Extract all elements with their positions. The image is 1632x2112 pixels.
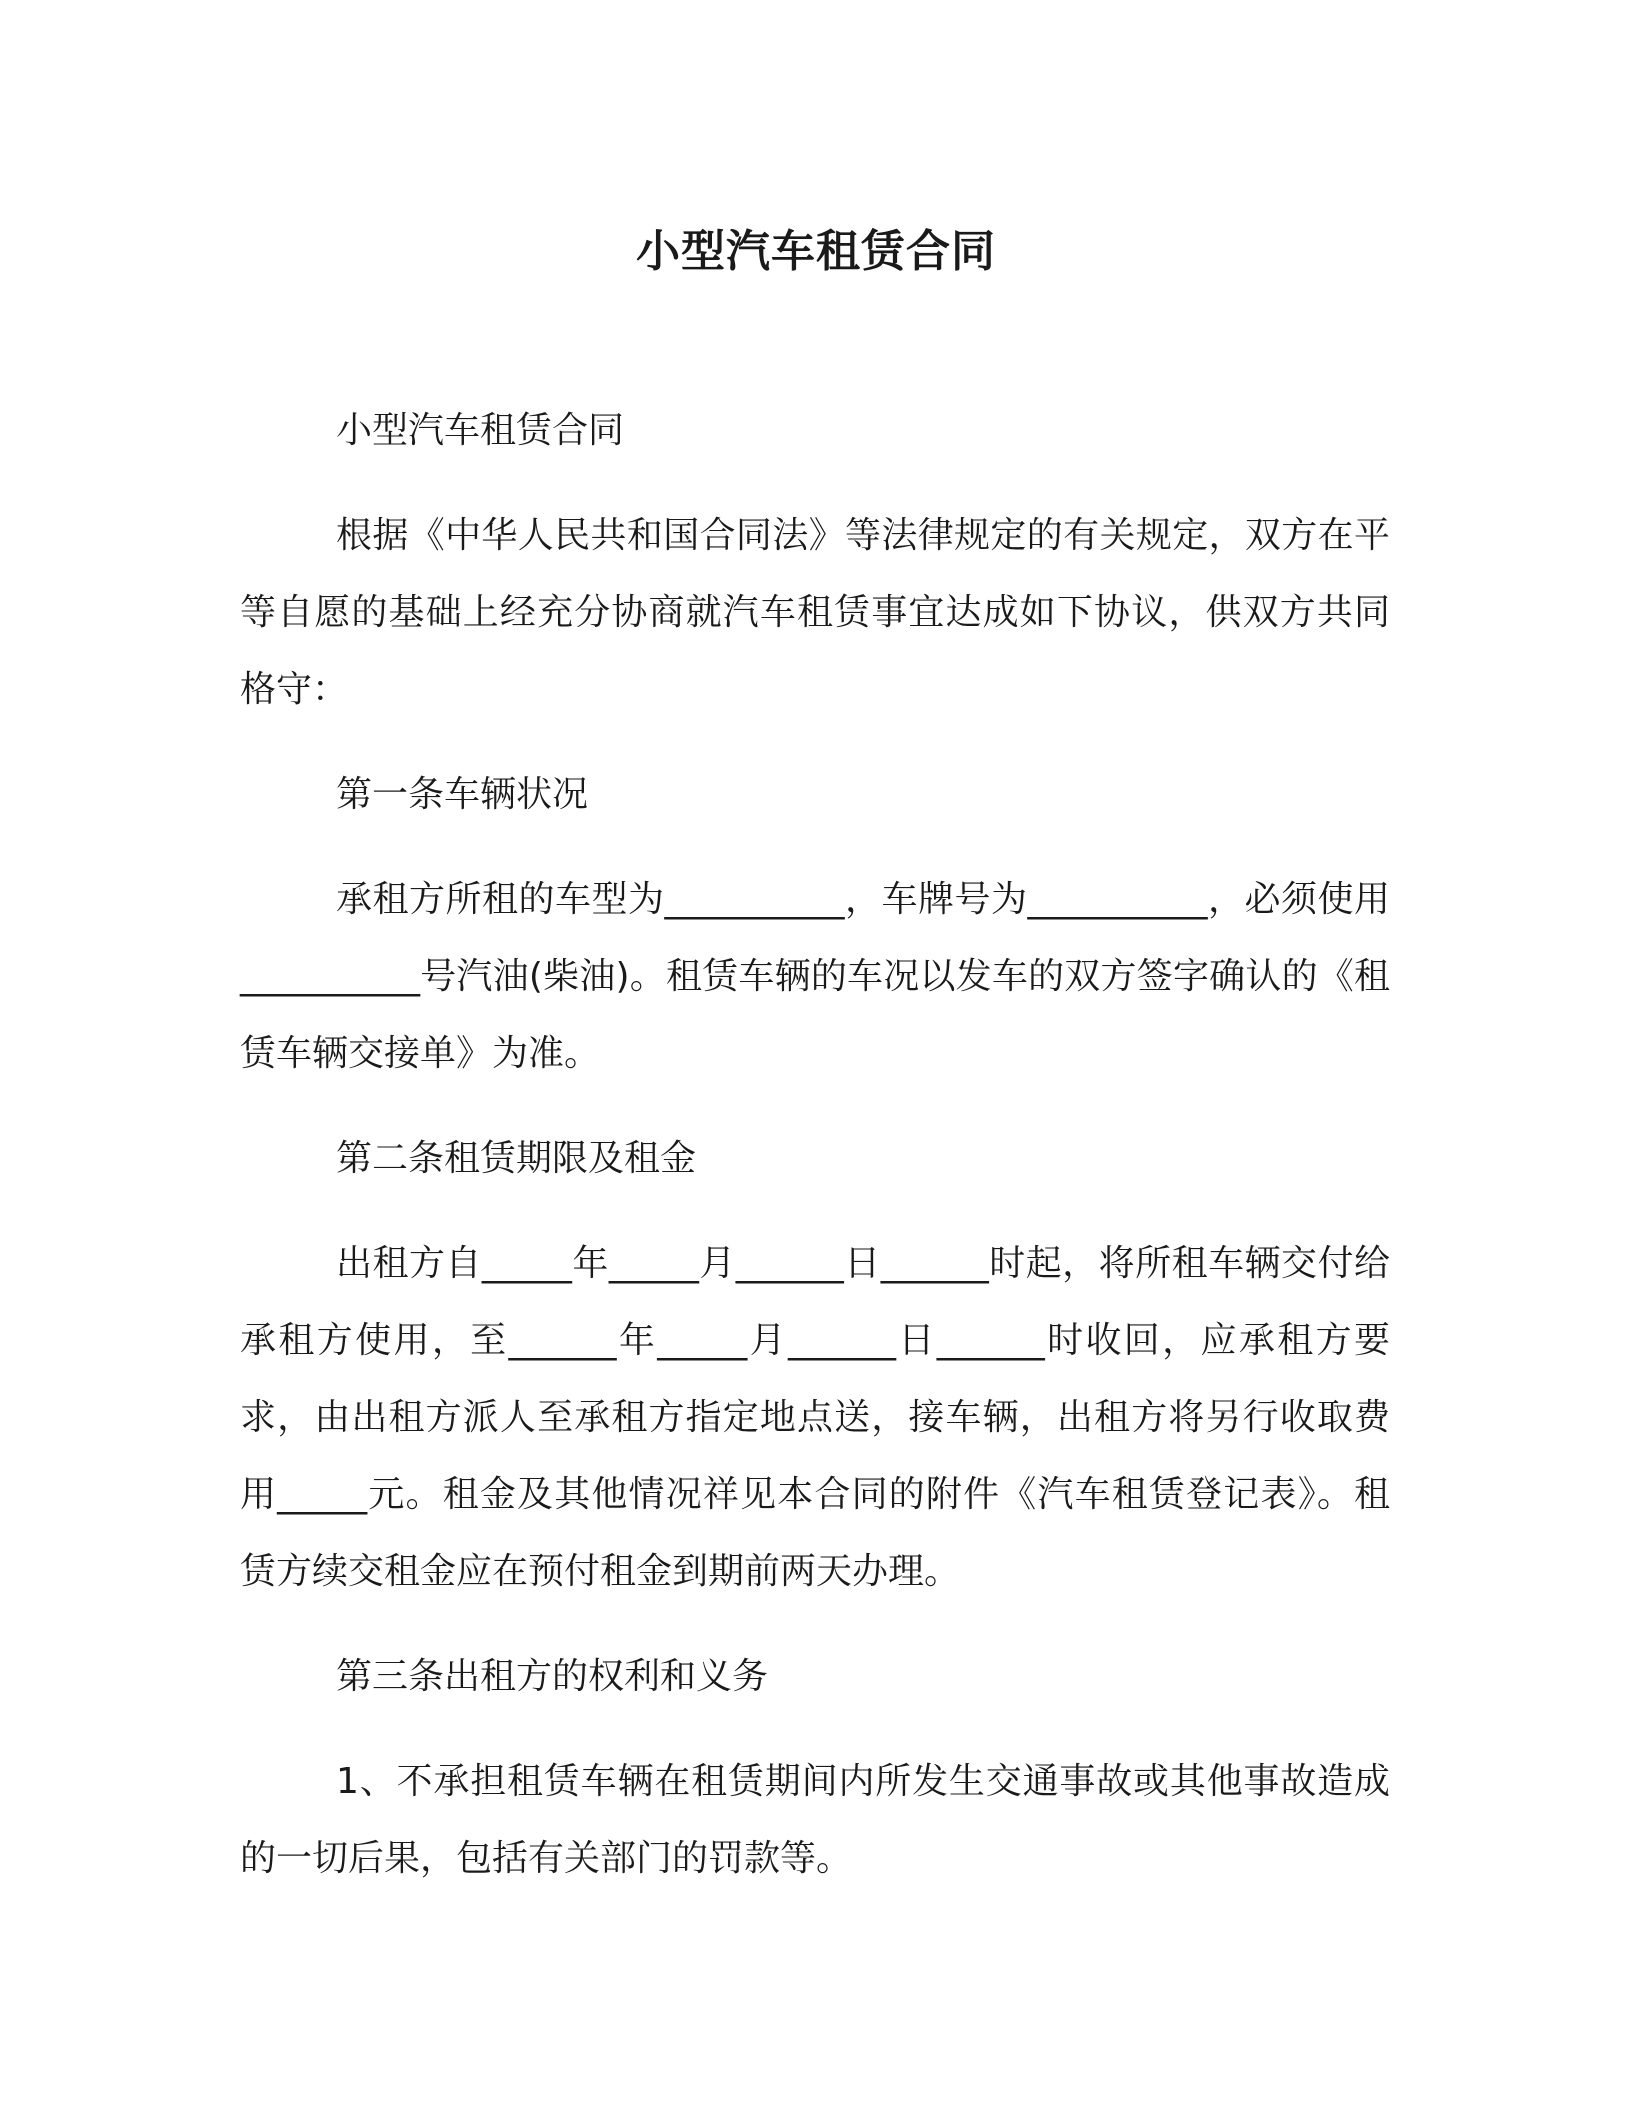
article-1-body: 承租方所租的车型为__________，车牌号为__________，必须使用__________号汽油(柴油)。租赁车辆的车况以发车的双方签字确认的《租赁车辆交接单》为准。: [240, 879, 1390, 1074]
document-title: 小型汽车租赁合同: [636, 226, 996, 277]
article-3-heading: 第三条出租方的权利和义务: [336, 1656, 769, 1697]
preamble-paragraph: 根据《中华人民共和国合同法》等法律规定的有关规定，双方在平等自愿的基础上经充分协商就汽车租赁事宜达成如下协议，供双方共同格守：: [240, 515, 1390, 710]
article-1-heading: 第一条车辆状况: [336, 774, 589, 815]
subtitle-paragraph: 小型汽车租赁合同: [336, 410, 625, 451]
document-body: [240, 392, 1390, 1897]
article-2-body: 出租方自_____年_____月______日______时起，将所租车辆交付给承租方使用，至______年_____月______日______时收回，应承租方要求，由出租方派人至承租方指定地点送，接车辆，出租方将另行收取费用_____元。租金及其他情况祥见本合同的附件《汽车租赁登记表》。租赁方续交租金应在预付租金到期前两天办理。: [240, 1243, 1390, 1592]
article-3-clause-1: 1、不承担租赁车辆在租赁期间内所发生交通事故或其他事故造成的一切后果，包括有关部门的罚款等。: [240, 1761, 1390, 1879]
article-2-heading: 第二条租赁期限及租金: [336, 1138, 697, 1179]
